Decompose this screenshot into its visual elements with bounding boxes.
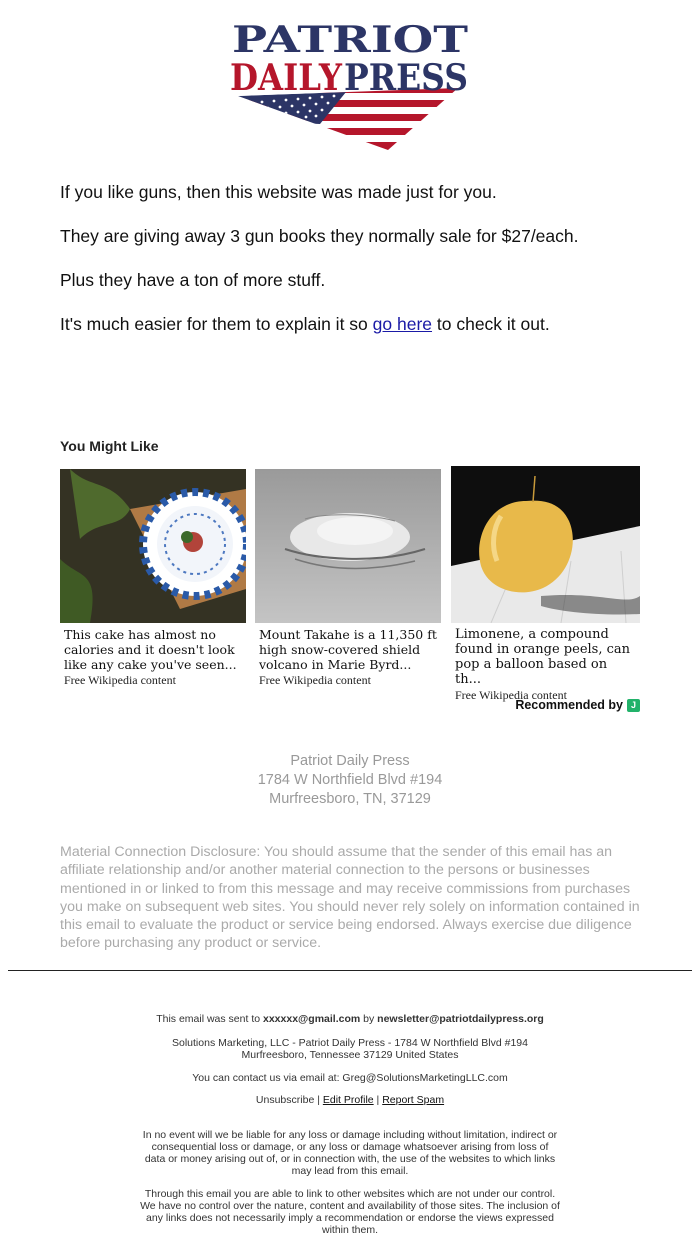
recommendation-card-1[interactable]	[60, 469, 246, 689]
footer-links	[0, 1094, 700, 1106]
company-line-2: Murfreesboro, Tennessee 37129 United States	[241, 1049, 459, 1061]
recommended-by-widget[interactable]	[515, 698, 640, 712]
recommendation-title-1[interactable]: This cake has almost no calories and it doesn't look like any cake you've seen...	[64, 627, 237, 672]
body-paragraph-4-before: It's much easier for them to explain it so	[60, 314, 373, 334]
footer-liability-notice	[0, 1129, 700, 1177]
report-spam-link[interactable]: Report Spam	[382, 1094, 445, 1106]
sender-email: newsletter@patriotdailypress.org	[377, 1013, 544, 1025]
recommendation-source-2: Free Wikipedia content	[259, 673, 371, 687]
footer-link-separator-2: |	[373, 1094, 383, 1106]
body-paragraph-1: If you like guns, then this website was made just for you.	[60, 182, 497, 202]
recipient-email: xxxxxx@gmail.com	[263, 1013, 361, 1025]
you-might-like-heading: You Might Like	[60, 438, 159, 454]
recommendation-card-2[interactable]	[255, 469, 441, 689]
third-party-text: Through this email you are able to link to other websites which are not under our control. We have no control over the nature, content and availability of those sites. The inclusion of any links does not necessarily imply a recommendation or endorse the views expressed within them.	[140, 1188, 560, 1236]
recommendation-title-3[interactable]: Limonene, a compound found in orange peels, can pop a balloon based on th...	[455, 627, 631, 687]
recommendation-card-3[interactable]	[451, 466, 640, 704]
footer-contact: You can contact us via email at: Greg@SolutionsMarketingLLC.com	[192, 1072, 508, 1084]
edit-profile-link[interactable]: Edit Profile	[322, 1094, 374, 1106]
sender-address	[0, 752, 700, 809]
body-paragraph-2: They are giving away 3 gun books they normally sale for $27/each.	[60, 226, 579, 246]
sent-to-prefix: This email was sent to	[156, 1013, 263, 1025]
recommendation-source-1: Free Wikipedia content	[64, 673, 176, 687]
logo-word-press: PRESS	[344, 57, 468, 99]
body-paragraph-3: Plus they have a ton of more stuff.	[60, 270, 326, 290]
logo-word-patriot: PATRIOT	[232, 19, 469, 61]
liability-text: In no event will we be liable for any loss or damage including without limitation, indirect or consequential loss or damage, or any loss or damage whatsoever arising from loss of data or money arising out of, or in connection with, the use of the websites to which links may lead from this email.	[142, 1129, 558, 1177]
footer-link-separator-1: |	[314, 1094, 323, 1106]
logo-word-daily: DAILY	[230, 57, 344, 99]
email-body-copy	[60, 180, 650, 356]
logo-graphic	[228, 18, 472, 152]
recommender-logo-icon: J	[627, 699, 640, 712]
address-company: Patriot Daily Press	[290, 753, 410, 769]
volcano-aerial-image[interactable]	[255, 469, 441, 623]
company-line-1: Solutions Marketing, LLC - Patriot Daily Press - 1784 W Northfield Blvd #194	[172, 1037, 528, 1049]
patriot-daily-press-logo	[228, 18, 472, 152]
address-city: Murfreesboro, TN, 37129	[269, 791, 431, 807]
body-paragraph-4	[60, 312, 650, 336]
go-here-link[interactable]: go here	[372, 314, 433, 334]
footer-divider	[8, 970, 692, 971]
body-paragraph-4-after: to check it out.	[432, 314, 550, 334]
recommendation-source-3: Free Wikipedia content	[455, 688, 567, 702]
unsubscribe-link[interactable]: Unsubscribe	[255, 1094, 315, 1106]
footer-sent-to	[0, 1013, 700, 1025]
footer-company-info	[0, 1037, 700, 1061]
address-street: 1784 W Northfield Blvd #194	[257, 772, 443, 788]
cake-plate-image[interactable]	[60, 469, 246, 623]
balloon-image[interactable]	[451, 466, 640, 623]
recommendation-title-2[interactable]: Mount Takahe is a 11,350 ft high snow-covered shield volcano in Marie Byrd...	[259, 627, 437, 672]
sent-by-mid: by	[360, 1013, 378, 1025]
recommended-by-label: Recommended by	[515, 698, 623, 712]
footer-third-party-notice	[0, 1188, 700, 1236]
material-connection-disclosure: Material Connection Disclosure: You should assume that the sender of this email has an affiliate relationship and/or another material connection to the persons or businesses mentioned in or linked to from this message and may receive commissions from purchases you make on subsequent web sites. You should never rely solely on information contained in this email to evaluate the product or service being endorsed. Always exercise due diligence before purchasing any product or service.	[60, 844, 640, 952]
